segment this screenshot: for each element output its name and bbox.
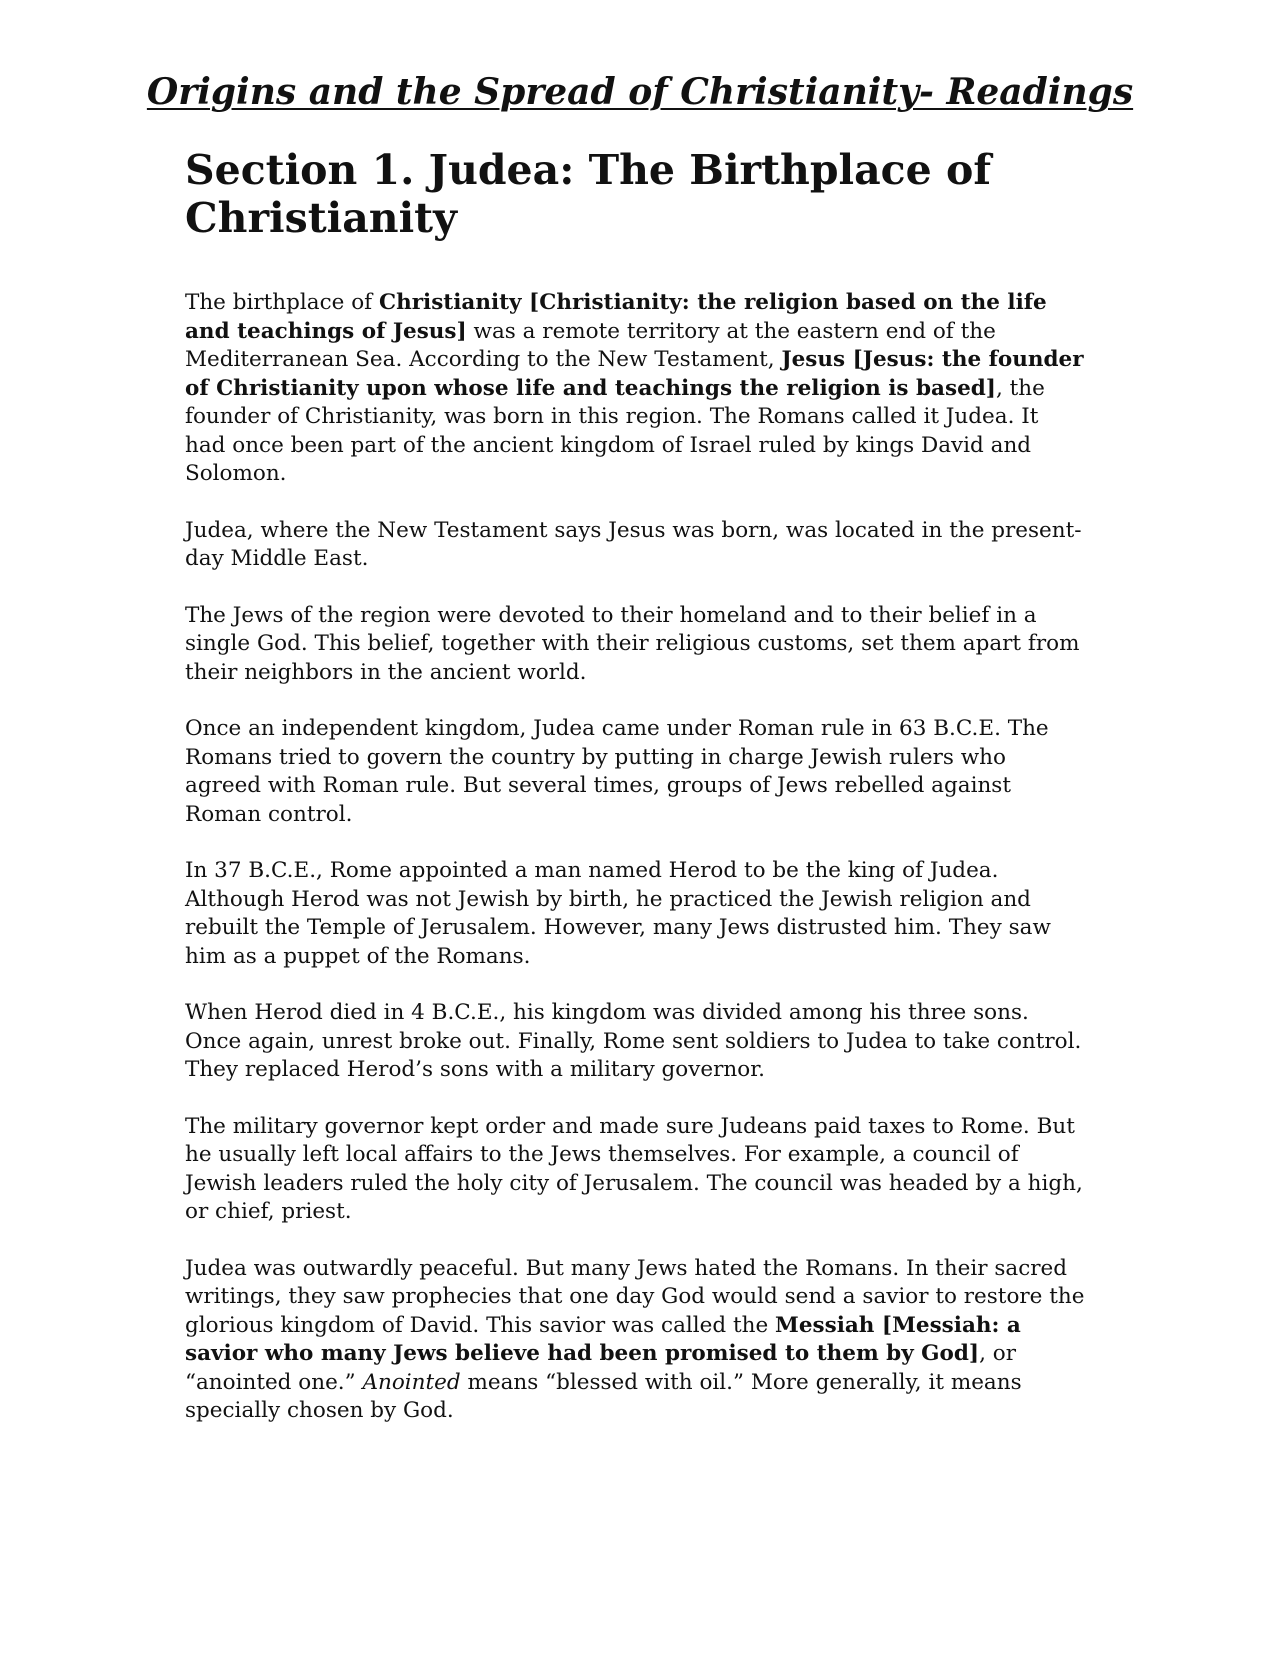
term-definition-jesus: Jesus [Jesus: the founder of Christianity upon whose life and teachings the religion is based] xyxy=(185,347,1084,401)
paragraph-text: was a remote territory at the eastern end of the Mediterranean Sea. According to the New Testament, xyxy=(185,318,996,372)
paragraph-7: The military governor kept order and made sure Judeans paid taxes to Rome. But he usually left local affairs to the Jews themselves. For example, a council of Jewish leaders ruled the holy city of Jerusalem. The council was headed by a high, or chief, priest. xyxy=(185,1113,1083,1224)
paragraph-2: Judea, where the New Testament says Jesus was born, was located in the present-day Middle East. xyxy=(185,517,1082,571)
paragraph-text: , the founder of Christianity, was born in this region. The Romans called it Judea. It had once been part of the ancient kingdom of Israel ruled by kings David and Solomon. xyxy=(185,375,1045,486)
paragraph-1 xyxy=(185,289,1085,489)
paragraph-5: In 37 B.C.E., Rome appointed a man named Herod to be the king of Judea. Although Herod was not Jewish by birth, he practiced the Jewish religion and rebuilt the Temple of Jerusalem. However, many Jews distrusted him. They saw him as a puppet of the Romans. xyxy=(185,858,1051,969)
paragraph-4: Once an independent kingdom, Judea came under Roman rule in 63 B.C.E. The Romans tried to govern the country by putting in charge Jewish rulers who agreed with Roman rule. But several times, groups of Jews rebelled against Roman control. xyxy=(185,716,1049,827)
paragraph-3: The Jews of the region were devoted to their homeland and to their belief in a single God. This belief, together with their religious customs, set them apart from their neighbors in the ancient world. xyxy=(185,602,1080,685)
italic-term-anointed: Anointed xyxy=(362,1369,461,1395)
paragraph-text: Judea was outwardly peaceful. But many Jews hated the Romans. In their sacred writings, they saw prophecies that one day God would send a savior to restore the glorious kingdom of David. This savior was called the xyxy=(185,1255,1085,1338)
term-definition-messiah: Messiah [Messiah: a savior who many Jews believe had been promised to them by God] xyxy=(185,1312,1021,1366)
paragraph-8 xyxy=(185,1255,1085,1426)
term-definition-christianity: Christianity [Christianity: the religion based on the life and teachings of Jesus] xyxy=(185,290,1047,344)
document-body xyxy=(185,289,1085,1454)
document-title: Origins and the Spread of Christianity- Readings xyxy=(146,71,1134,113)
paragraph-text: means “blessed with oil.” More generally, it means specially chosen by God. xyxy=(185,1369,1022,1423)
paragraph-6: When Herod died in 4 B.C.E., his kingdom was divided among his three sons. Once again, unrest broke out. Finally, Rome sent soldiers to Judea to take control. They replaced Herod’s sons with a military governor. xyxy=(185,1000,1082,1082)
paragraph-text: , or “anointed one.” xyxy=(185,1341,1016,1395)
paragraph-text: The birthplace of xyxy=(185,290,379,315)
section-heading: Section 1. Judea: The Birthplace of Christianity xyxy=(185,146,991,242)
